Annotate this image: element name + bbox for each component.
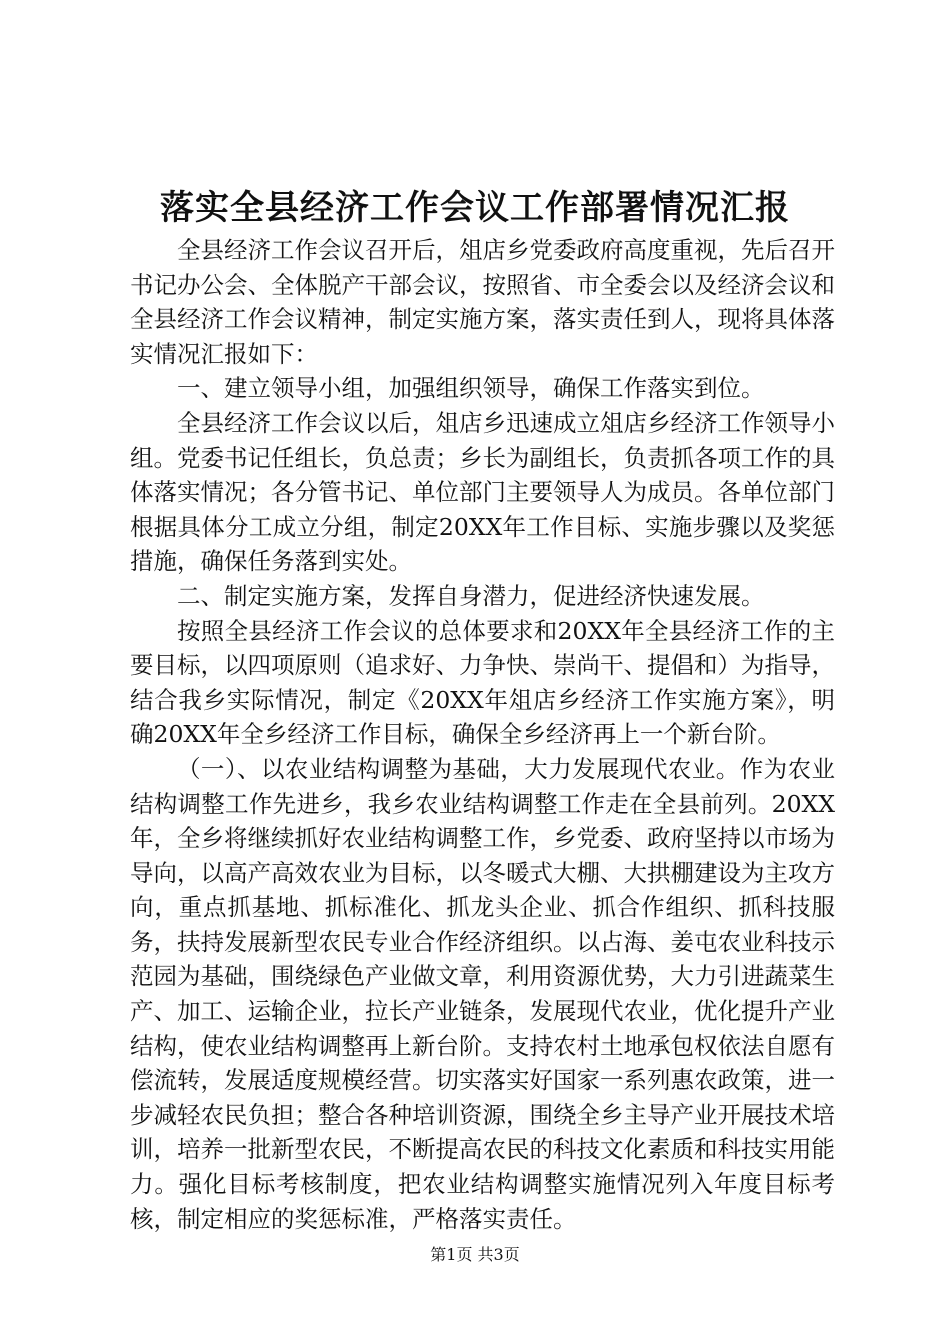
section-heading-2: 二、制定实施方案，发挥自身潜力，促进经济快速发展。 xyxy=(177,581,765,610)
paragraph-leadership: 全县经济工作会议以后，俎店乡迅速成立俎店乡经济工作领导小组。党委书记任组长，负总责；乡长为副组长，负责抓各项工作的具体落实情况；各分管书记、单位部门主要领导人为成员。各单位部门根据具体分工成立分组，制定20XX年工作目标、实施步骤以及奖惩措施，确保任务落到实处。 xyxy=(130,408,835,576)
section-heading-1: 一、建立领导小组，加强组织领导，确保工作落实到位。 xyxy=(177,374,765,403)
paragraph-plan: 按照全县经济工作会议的总体要求和20XX年全县经济工作的主要目标，以四项原则（追求好、力争快、崇尚干、提倡和）为指导，结合我乡实际情况，制定《20XX年俎店乡经济工作实施方案》，明确20XX年全乡经济工作目标，确保全乡经济再上一个新台阶。 xyxy=(130,616,835,749)
paragraph-agriculture: （一）、以农业结构调整为基础，大力发展现代农业。作为农业结构调整工作先进乡，我乡农业结构调整工作走在全县前列。20XX年，全乡将继续抓好农业结构调整工作，乡党委、政府坚持以市场为导向，以高产高效农业为目标，以冬暖式大棚、大拱棚建设为主攻方向，重点抓基地、抓标准化、抓龙头企业、抓合作组织、抓科技服务，扶持发展新型农民专业合作经济组织。以占海、姜屯农业科技示范园为基础，围绕绿色产业做文章，利用资源优势，大力引进蔬菜生产、加工、运输企业，拉长产业链条，发展现代农业，优化提升产业结构，使农业结构调整再上新台阶。支持农村土地承包权依法自愿有偿流转，发展适度规模经营。切实落实好国家一系列惠农政策，进一步减轻农民负担；整合各种培训资源，围绕全乡主导产业开展技术培训，培养一批新型农民，不断提高农民的科技文化素质和科技实用能力。强化目标考核制度，把农业结构调整实施情况列入年度目标考核，制定相应的奖惩标准，严格落实责任。 xyxy=(130,754,835,1233)
document-title: 落实全县经济工作会议工作部署情况汇报 xyxy=(160,188,790,228)
document-body xyxy=(130,233,835,1236)
page-footer: 第1页 共3页 xyxy=(430,1245,520,1264)
paragraph-intro: 全县经济工作会议召开后，俎店乡党委政府高度重视，先后召开书记办公会、全体脱产干部会议，按照省、市全委会以及经济会议和全县经济工作会议精神，制定实施方案，落实责任到人，现将具体落实情况汇报如下： xyxy=(130,236,835,368)
